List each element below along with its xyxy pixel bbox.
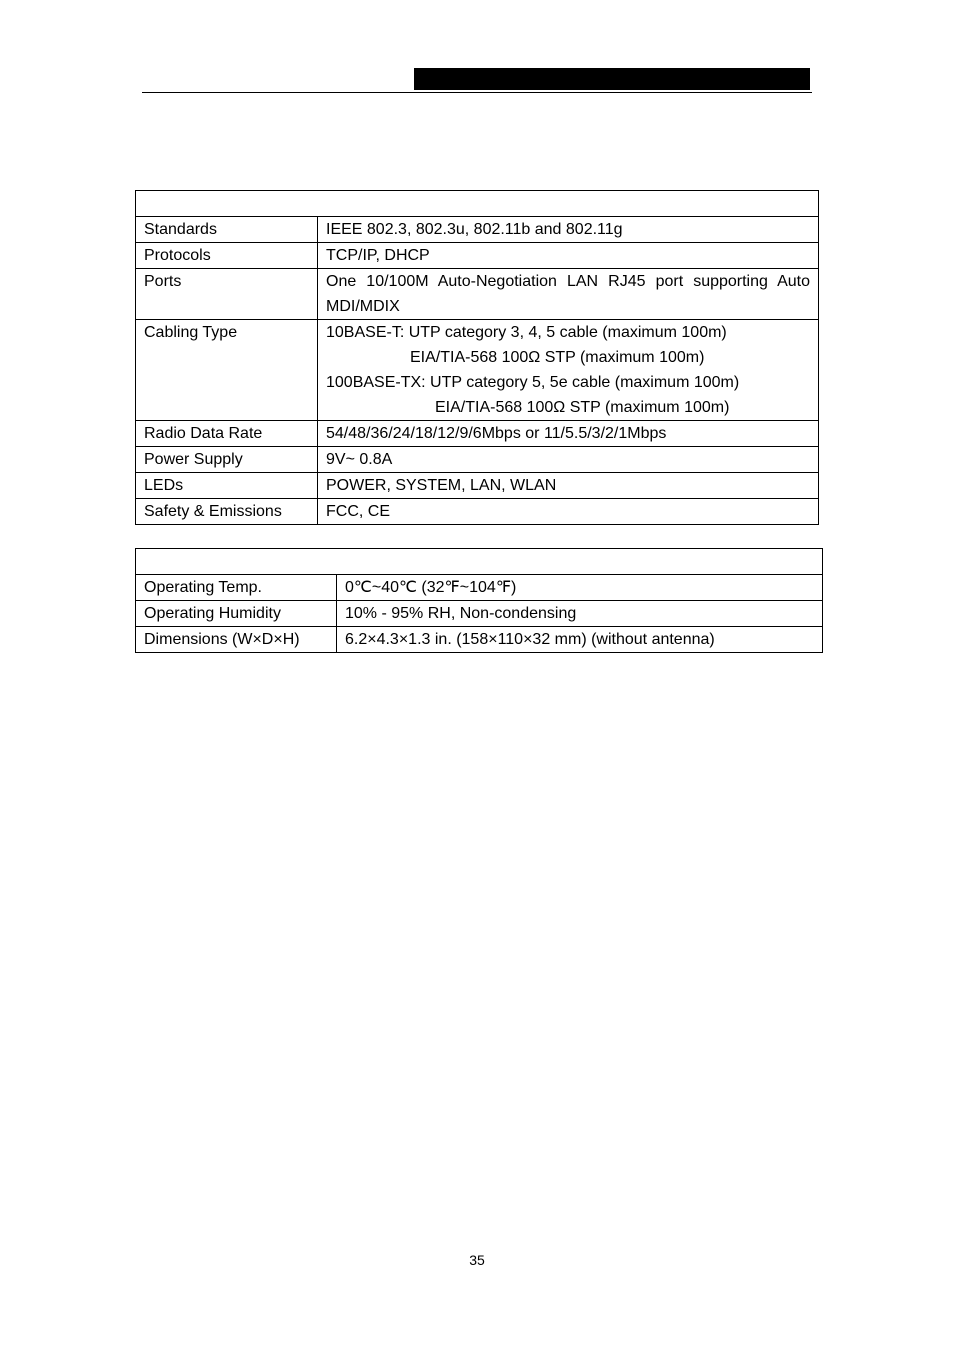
spec-value: FCC, CE: [318, 499, 819, 525]
spec-label: Operating Temp.: [136, 575, 337, 601]
environment-spec-table: [135, 548, 823, 653]
table-row: [136, 473, 819, 499]
table-row: [136, 601, 823, 627]
cabling-line: EIA/TIA-568 100Ω STP (maximum 100m): [410, 349, 705, 366]
table-row: [136, 627, 823, 653]
table-row: [136, 217, 819, 243]
table-row: [136, 269, 819, 320]
page-number: 35: [469, 1252, 485, 1268]
environment-section-header: [136, 549, 823, 575]
spec-label: Cabling Type: [136, 320, 318, 421]
spec-label: Ports: [136, 269, 318, 320]
spec-value: 10% - 95% RH, Non-condensing: [337, 601, 823, 627]
spec-value: 9V~ 0.8A: [318, 447, 819, 473]
spec-label: Operating Humidity: [136, 601, 337, 627]
spec-label: LEDs: [136, 473, 318, 499]
general-spec-table: [135, 190, 819, 525]
general-section-header: [136, 191, 819, 217]
cabling-line: EIA/TIA-568 100Ω STP (maximum 100m): [435, 399, 730, 416]
table-row: [136, 499, 819, 525]
spec-label: Protocols: [136, 243, 318, 269]
table-row: [136, 575, 823, 601]
header-bar: [414, 68, 810, 90]
spec-value: IEEE 802.3, 802.3u, 802.11b and 802.11g: [318, 217, 819, 243]
table-row: [136, 243, 819, 269]
cabling-line: 10BASE-T: UTP category 3, 4, 5 cable (maximum 100m): [326, 324, 727, 341]
spec-label: Power Supply: [136, 447, 318, 473]
spec-value: 6.2×4.3×1.3 in. (158×110×32 mm) (without antenna): [337, 627, 823, 653]
spec-value: 54/48/36/24/18/12/9/6Mbps or 11/5.5/3/2/1Mbps: [318, 421, 819, 447]
spec-label: Safety & Emissions: [136, 499, 318, 525]
table-row: [136, 447, 819, 473]
cabling-line: 100BASE-TX: UTP category 5, 5e cable (maximum 100m): [326, 374, 740, 391]
table-row: [136, 320, 819, 421]
header-rule: [142, 92, 812, 93]
spec-value: [318, 320, 819, 421]
spec-value: 0℃~40℃ (32℉~104℉): [337, 575, 823, 601]
table-row: [136, 421, 819, 447]
general-section-title: [136, 191, 819, 217]
spec-value: TCP/IP, DHCP: [318, 243, 819, 269]
spec-label: Dimensions (W×D×H): [136, 627, 337, 653]
spec-value: POWER, SYSTEM, LAN, WLAN: [318, 473, 819, 499]
spec-label: Radio Data Rate: [136, 421, 318, 447]
spec-label: Standards: [136, 217, 318, 243]
spec-value: One 10/100M Auto-Negotiation LAN RJ45 port supporting Auto MDI/MDIX: [318, 269, 819, 320]
environment-section-title: [136, 549, 823, 575]
